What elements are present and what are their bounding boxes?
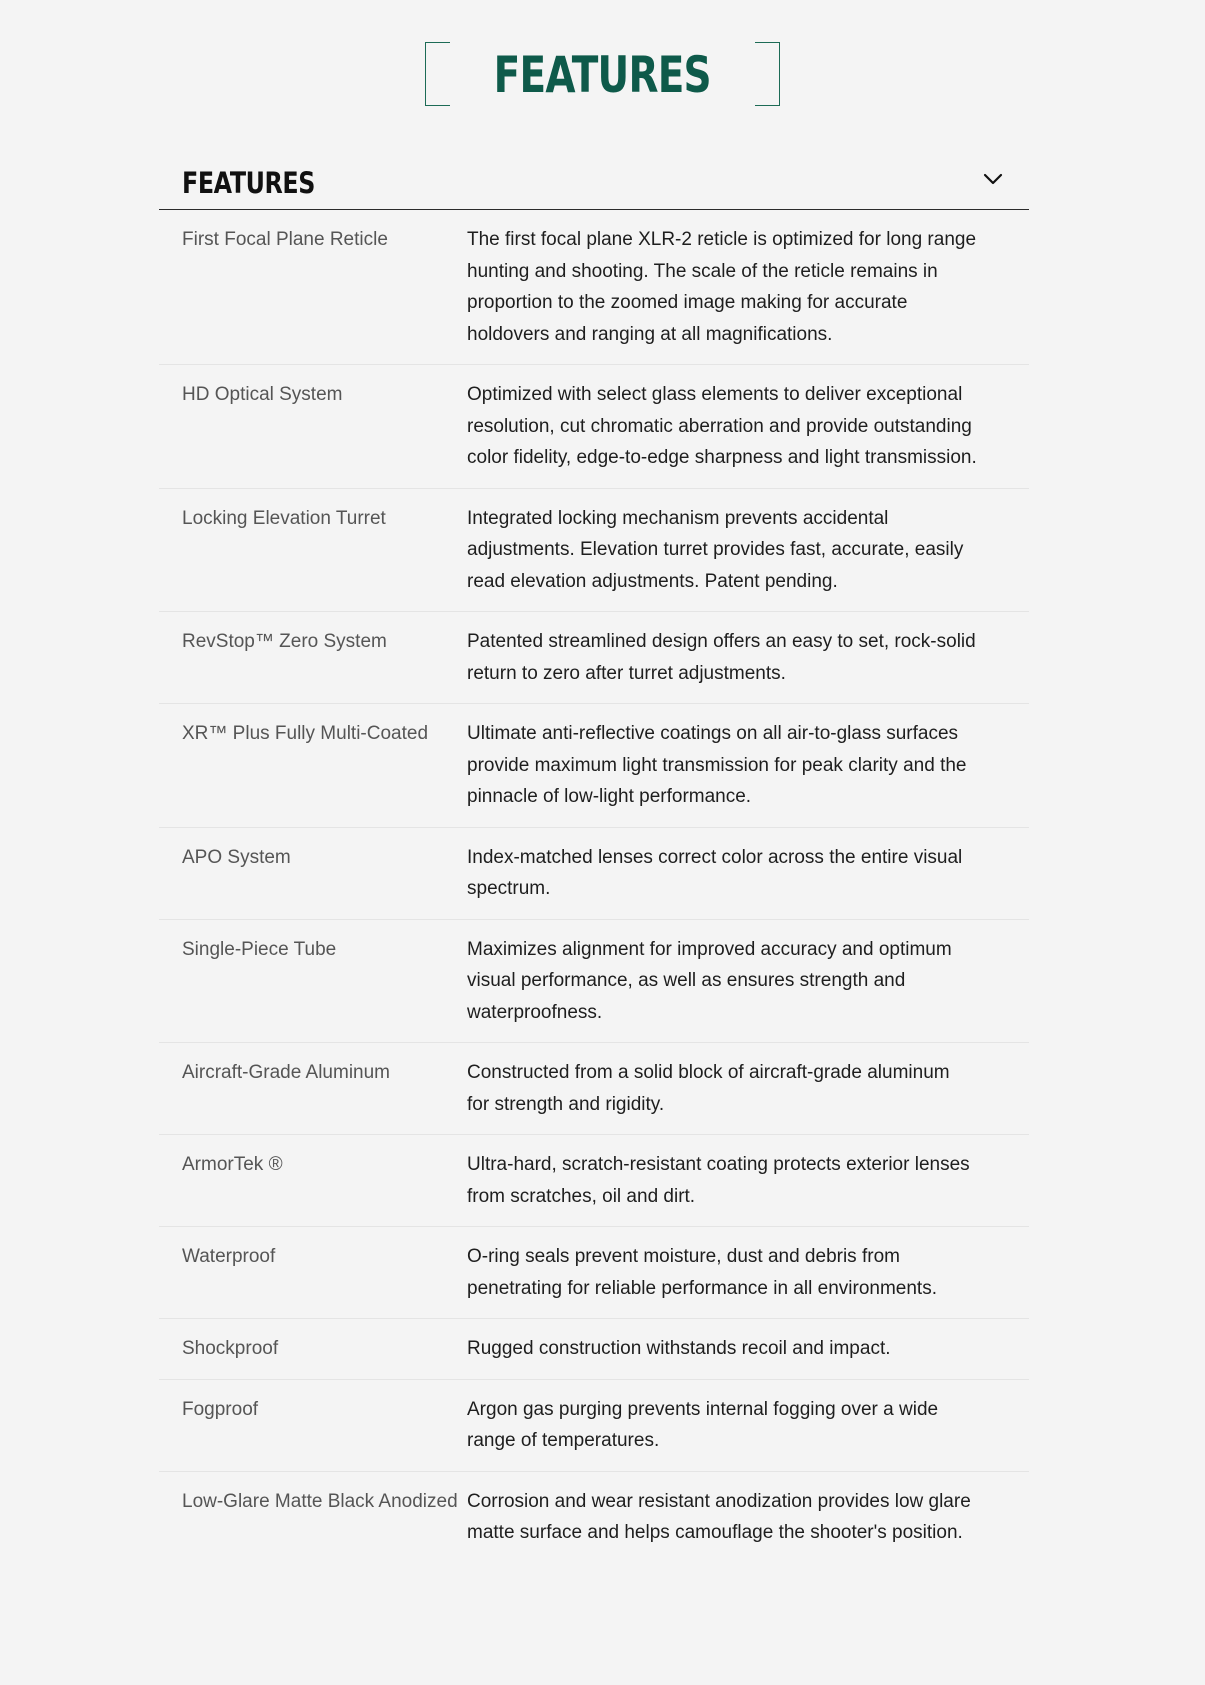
feature-description: O-ring seals prevent moisture, dust and debris from penetrating for reliable performance in all environments. bbox=[467, 1246, 937, 1299]
chevron-down-icon[interactable] bbox=[983, 172, 1003, 186]
feature-name: HD Optical System bbox=[182, 384, 343, 405]
feature-name: Fogproof bbox=[182, 1398, 259, 1420]
feature-name: Aircraft-Grade Aluminum bbox=[182, 1062, 391, 1083]
feature-row bbox=[159, 1135, 1029, 1227]
feature-row bbox=[159, 1043, 1029, 1135]
feature-name: ArmorTek ® bbox=[182, 1154, 283, 1175]
page-heading bbox=[0, 42, 1205, 108]
feature-row bbox=[159, 210, 1029, 365]
feature-row bbox=[159, 1227, 1029, 1319]
bracket-right-decoration bbox=[755, 42, 780, 106]
feature-row bbox=[159, 1319, 1029, 1380]
feature-description: Maximizes alignment for improved accuracy and optimum visual performance, as well as ensures strength and waterproofness. bbox=[467, 938, 952, 1023]
feature-row bbox=[159, 704, 1029, 828]
feature-description: Ultimate anti-reflective coatings on all air-to-glass surfaces provide maximum light transmission for peak clarity and the pinnacle of low-light performance. bbox=[467, 723, 967, 807]
feature-row bbox=[159, 365, 1029, 489]
accordion-header[interactable] bbox=[159, 158, 1029, 210]
accordion-title: FEATURES bbox=[182, 166, 315, 200]
page-title: FEATURES bbox=[493, 46, 712, 104]
feature-name: RevStop™ Zero System bbox=[182, 631, 387, 652]
feature-row bbox=[159, 828, 1029, 920]
feature-name: XR™ Plus Fully Multi-Coated bbox=[182, 723, 429, 744]
feature-description: The first focal plane XLR-2 reticle is optimized for long range hunting and shooting. The scale of the reticle remains in proportion to the zoomed image making for accurate holdovers and ranging at all magnifications. bbox=[467, 229, 977, 345]
bracket-left-decoration bbox=[425, 42, 450, 106]
feature-row bbox=[159, 612, 1029, 704]
heading-frame bbox=[425, 42, 780, 108]
features-table bbox=[159, 210, 1029, 1563]
feature-description: Patented streamlined design offers an easy to set, rock-solid return to zero after turret adjustments. bbox=[467, 631, 976, 684]
feature-row bbox=[159, 1380, 1029, 1472]
feature-description: Optimized with select glass elements to deliver exceptional resolution, cut chromatic aberration and provide outstanding color fidelity, edge-to-edge sharpness and light transmission. bbox=[467, 384, 977, 468]
feature-name: Low-Glare Matte Black Anodized bbox=[182, 1490, 458, 1512]
feature-name: Waterproof bbox=[182, 1246, 276, 1267]
feature-name: Shockproof bbox=[182, 1338, 279, 1359]
feature-description: Argon gas purging prevents internal fogging over a wide range of temperatures. bbox=[467, 1398, 939, 1451]
feature-description: Constructed from a solid block of aircraft-grade aluminum for strength and rigidity. bbox=[467, 1062, 950, 1115]
feature-name: Single-Piece Tube bbox=[182, 938, 337, 960]
feature-row bbox=[159, 1472, 1029, 1563]
feature-row bbox=[159, 489, 1029, 613]
feature-name: APO System bbox=[182, 846, 291, 868]
feature-name: Locking Elevation Turret bbox=[182, 507, 386, 529]
feature-description: Ultra-hard, scratch-resistant coating protects exterior lenses from scratches, oil and dirt. bbox=[467, 1154, 970, 1207]
feature-description: Integrated locking mechanism prevents accidental adjustments. Elevation turret provides fast, accurate, easily read elevation adjustments. Patent pending. bbox=[467, 507, 964, 592]
feature-description: Rugged construction withstands recoil and impact. bbox=[467, 1338, 891, 1359]
feature-name: First Focal Plane Reticle bbox=[182, 229, 388, 250]
feature-row bbox=[159, 920, 1029, 1044]
feature-description: Index-matched lenses correct color across the entire visual spectrum. bbox=[467, 846, 963, 899]
feature-description: Corrosion and wear resistant anodization provides low glare matte surface and helps camouflage the shooter's position. bbox=[467, 1490, 971, 1543]
features-accordion bbox=[159, 158, 1029, 1563]
